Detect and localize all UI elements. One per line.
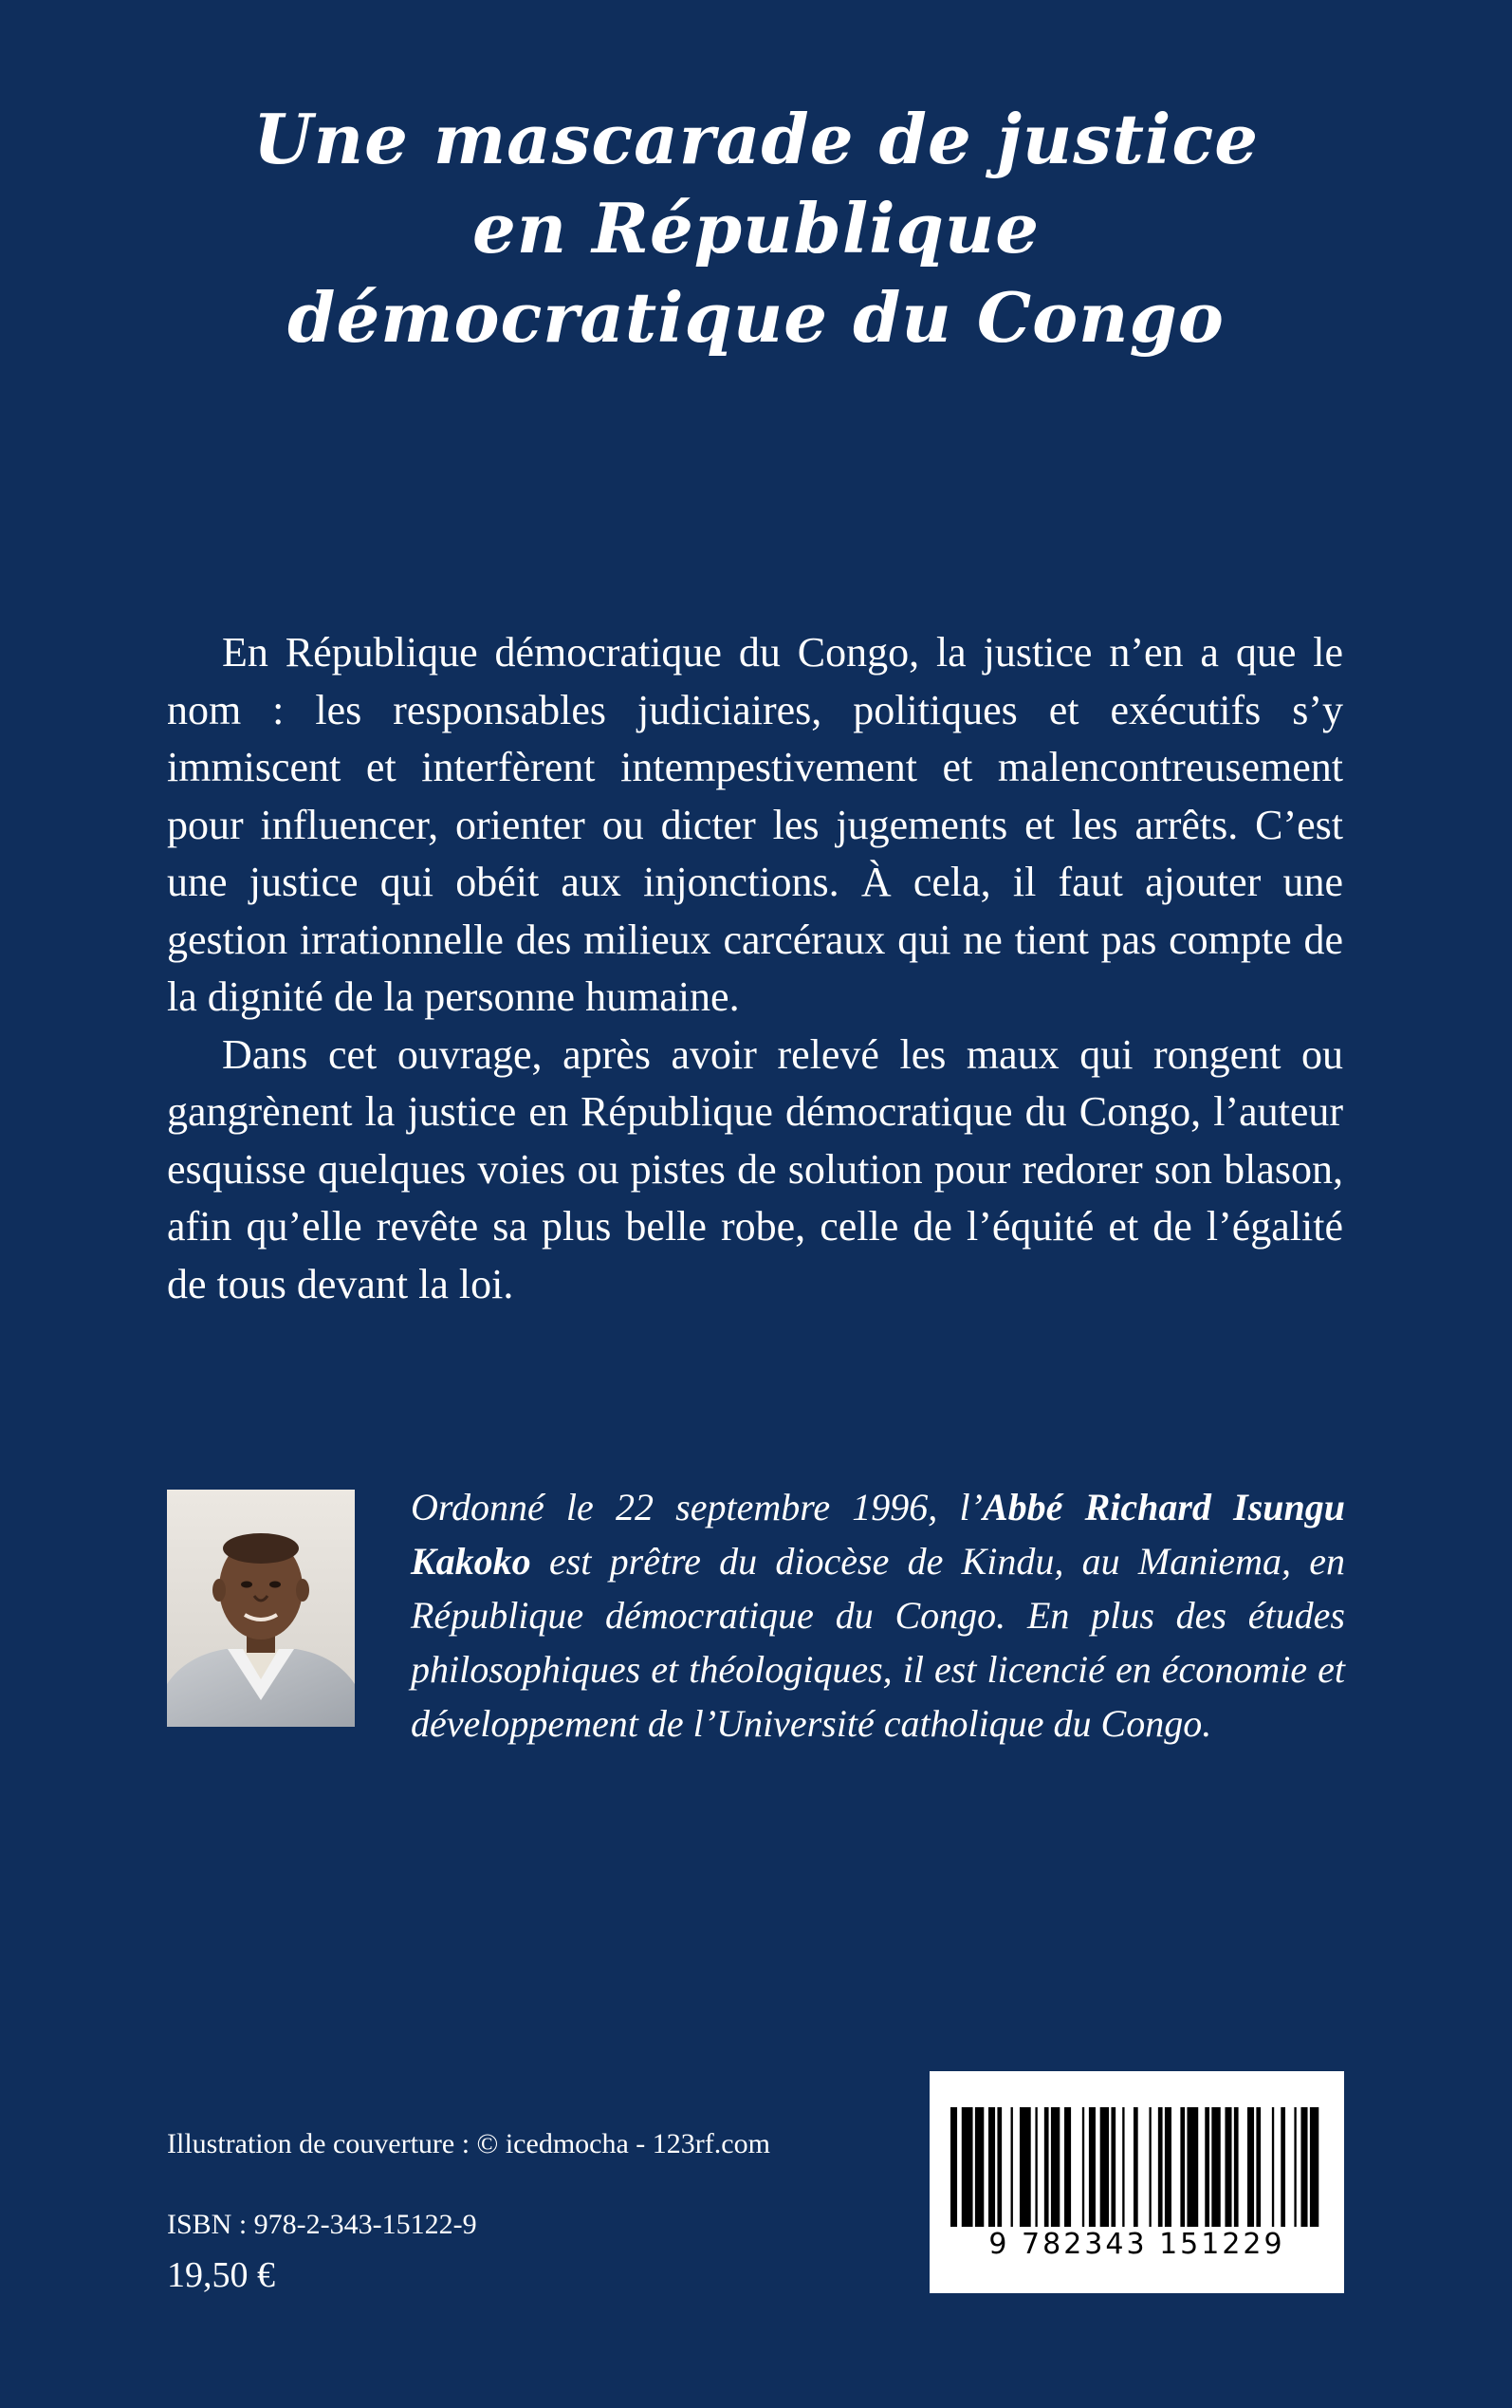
barcode-bar [1111,2107,1116,2227]
bio-text: est prêtre du diocèse de Kindu, au Maniema, en République démocratique du Congo. En plus des études philosophiques et théologiques, il est licencié en économie et développement de l’Université catholique du Congo. [411,1540,1345,1745]
author-portrait-image [167,1490,355,1727]
barcode-bar [1225,2107,1231,2227]
barcode-bar [1300,2107,1307,2227]
barcode-bar [1272,2107,1274,2227]
barcode-bar [1011,2107,1013,2227]
barcode-bar [1165,2107,1171,2227]
barcode-bar [1205,2107,1209,2227]
bio-intro: Ordonné le 22 septembre 1996, l’ [411,1486,983,1528]
barcode-bar [1310,2107,1318,2227]
barcode-bar [1020,2107,1031,2227]
price-label: 19,50 € [167,2255,275,2295]
barcode-bar [1294,2107,1296,2227]
isbn-label: ISBN : 978-2-343-15122-9 [167,2209,477,2240]
synopsis-paragraph-2: Dans cet ouvrage, après avoir relevé les maux qui rongent ou gangrènent la justice en République démocratique du Congo, l’auteur esquisse quelques voies ou pistes de solution pour redorer son blason, afin qu’elle revête sa plus belle robe, celle de l’équité et de l’égalité de tous devant la loi. [167,1030,1343,1307]
barcode-bar [975,2107,984,2227]
barcode-bar [1044,2107,1049,2227]
barcode-bar [1211,2107,1220,2227]
title-line-2: en République [471,188,1041,269]
barcode-bar [1158,2107,1163,2227]
barcode-bar [1256,2107,1261,2227]
barcode-bar [1134,2107,1138,2227]
barcode-bar [988,2107,995,2227]
barcode-bar [1187,2107,1198,2227]
barcode-bar [1089,2107,1096,2227]
synopsis-paragraph-1: En République démocratique du Congo, la justice n’en a que le nom : les responsables judiciaires, politiques et exécutifs s’y immiscent et interfèrent intempestivement et malencontreusement pour influencer, orienter ou dicter les jugements et les arrêts. C’est une justice qui obéit aux injonctions. À cela, il faut ajouter une gestion irrationnelle des milieux carcéraux qui ne tient pas compte de la dignité de la personne humaine. [167,629,1343,1020]
barcode-bar [1281,2107,1285,2227]
title-line-3: démocratique du Congo [287,277,1225,358]
barcode-bar [1180,2107,1185,2227]
barcode-bar [1051,2107,1060,2227]
cover-illustration-credit: Illustration de couverture : © icedmocha - 123rf.com [167,2128,770,2159]
barcode-bar [950,2107,957,2227]
synopsis [167,624,1343,1313]
barcode-bar [1122,2107,1124,2227]
title-line-1: Une mascarade de justice [252,99,1260,179]
barcode-bars [950,2107,1323,2227]
author-photo [167,1490,355,1727]
barcode-bar [1247,2107,1254,2227]
barcode-bar [1100,2107,1109,2227]
book-title [0,95,1512,362]
author-bio [411,1480,1345,1750]
barcode-bar [1035,2107,1037,2227]
barcode [930,2071,1344,2293]
author-name: Abbé Richard Isungu Kakoko [411,1486,1345,1583]
barcode-bar [1064,2107,1071,2227]
barcode-bar [1234,2107,1239,2227]
barcode-number: 9 782343 151229 [988,2228,1285,2261]
barcode-bar [1082,2107,1084,2227]
barcode-bar [962,2107,973,2227]
barcode-bar [1149,2107,1151,2227]
barcode-bar [997,2107,1002,2227]
